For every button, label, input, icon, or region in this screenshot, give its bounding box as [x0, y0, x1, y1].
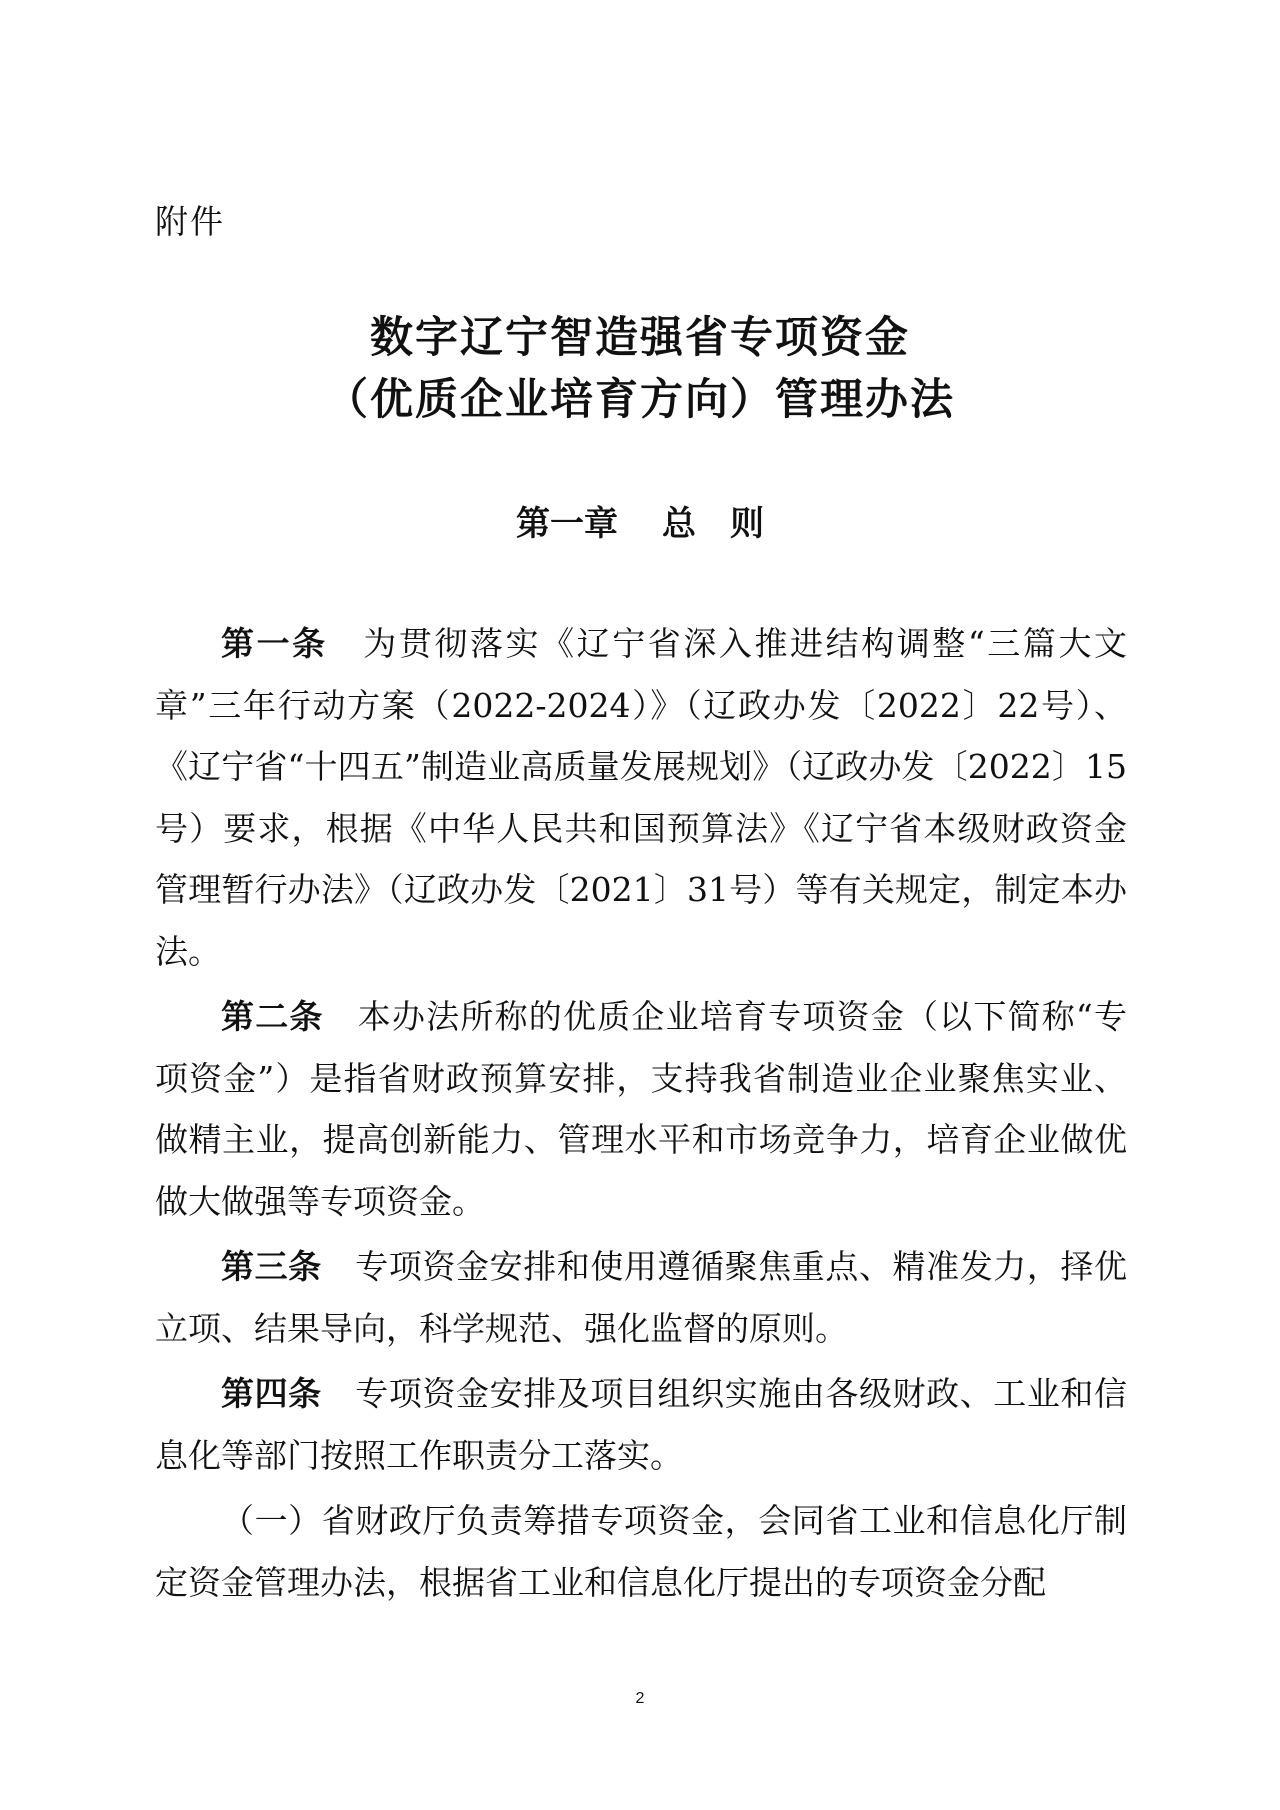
article-label: 第三条: [221, 1247, 322, 1286]
article-label: 第四条: [221, 1374, 322, 1413]
article-label: 第二条: [221, 997, 324, 1036]
chapter-heading: [0, 500, 1280, 548]
article-2: [155, 986, 1127, 1232]
body-text: [155, 613, 1127, 1617]
article-text: 专项资金安排及项目组织实施由各级财政、工业和信息化等部门按照工作职责分工落实。: [155, 1374, 1128, 1475]
page-number: 2: [635, 1690, 645, 1707]
document-title-line-2: （优质企业培育方向）管理办法: [325, 375, 955, 425]
article-label: 第一条: [221, 624, 328, 663]
document-title-line-1: 数字辽宁智造强省专项资金: [370, 313, 910, 363]
article-text: 本办法所称的优质企业培育专项资金（以下简称“专项资金”）是指省财政预算安排，支持我省制造业企业聚焦实业、做精主业，提高创新能力、管理水平和市场竞争力，培育企业做优做大做强等专项资金。: [155, 997, 1127, 1221]
attachment-label: 附件: [155, 202, 225, 241]
article-1: [155, 613, 1127, 982]
chapter-number: 第一章: [516, 504, 618, 544]
clause-1: （一）省财政厅负责筹措专项资金，会同省工业和信息化厅制定资金管理办法，根据省工业和信息化厅提出的专项资金分配: [155, 1501, 1127, 1602]
article-text: 专项资金安排和使用遵循聚焦重点、精准发力，择优立项、结果导向，科学规范、强化监督的原则。: [155, 1247, 1128, 1348]
chapter-name: 总 则: [662, 504, 764, 544]
article-text: 为贯彻落实《辽宁省深入推进结构调整“三篇大文章”三年行动方案（2022-2024）》（辽政办发〔2022〕22号）、《辽宁省“十四五”制造业高质量发展规划》（辽政办发〔2022〕15号）要求，根据《中华人民共和国预算法》《辽宁省本级财政资金管理暂行办法》（辽政办发〔2021〕31号）等有关规定，制定本办法。: [155, 624, 1128, 971]
article-3: [155, 1236, 1127, 1359]
article-4: [155, 1363, 1127, 1486]
